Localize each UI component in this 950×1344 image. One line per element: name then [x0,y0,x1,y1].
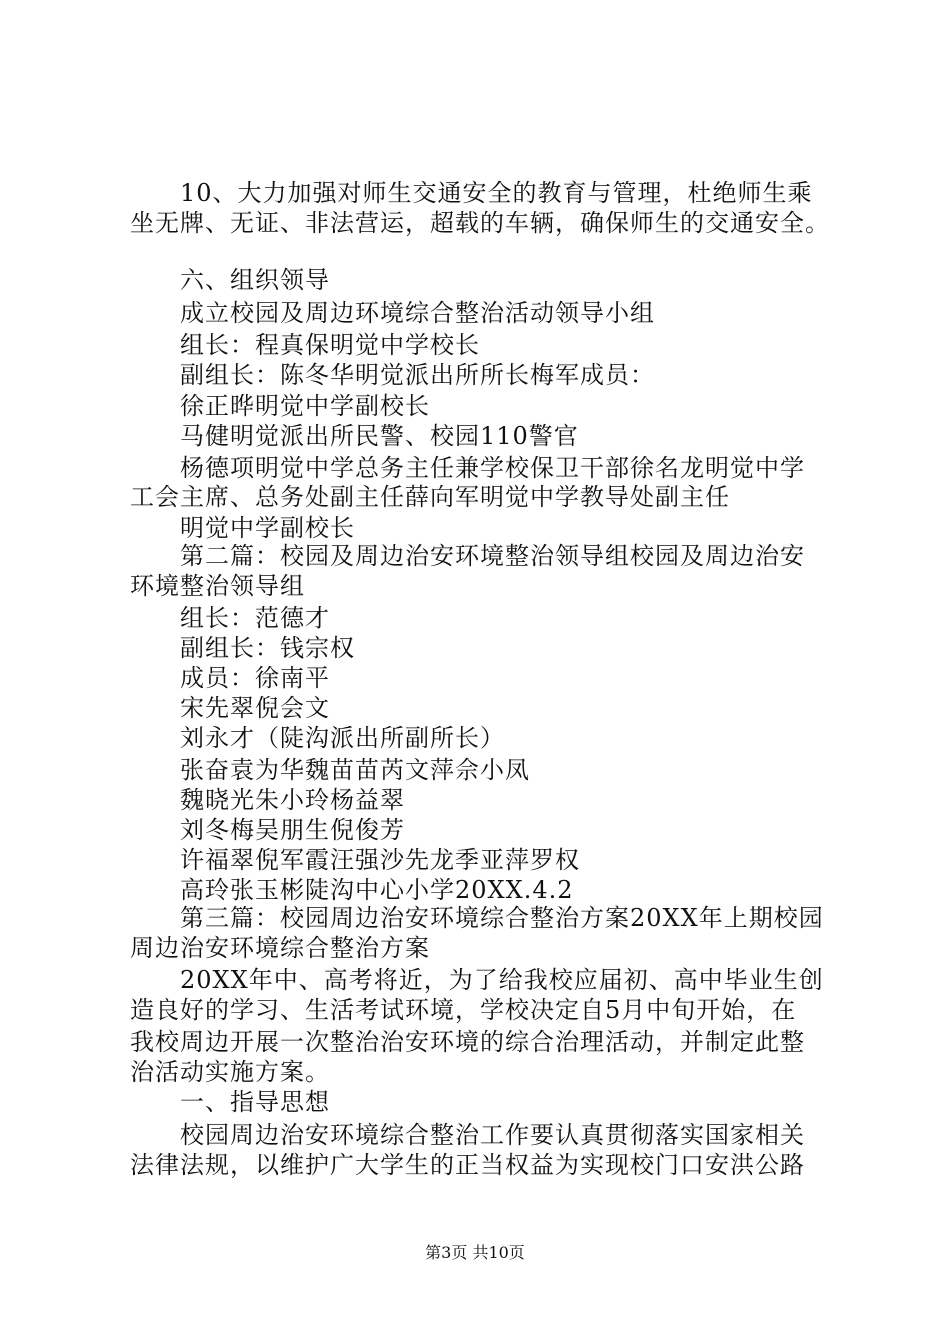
section-heading: 一、指导思想 [180,1088,330,1116]
text-line: 杨德项明觉中学总务主任兼学校保卫干部徐名龙明觉中学 [180,454,805,482]
text-line: 20XX年中、高考将近，为了给我校应届初、高中毕业生创 [180,966,824,994]
text-line: 法律法规，以维护广大学生的正当权益为实现校门口安洪公路 [130,1151,805,1179]
text-line: 坐无牌、无证、非法营运，超载的车辆，确保师生的交通安全。 [130,209,830,237]
text-line: 马健明觉派出所民警、校园110警官 [180,422,579,450]
chapter-heading: 第三篇：校园周边治安环境综合整治方案20XX年上期校园 [180,904,824,932]
text-line: 成员：徐南平 [180,664,330,692]
text-line: 宋先翠倪会文 [180,694,330,722]
text-line: 10、大力加强对师生交通安全的教育与管理，杜绝师生乘 [180,179,813,207]
text-line: 周边治安环境综合整治方案 [130,934,430,962]
text-line: 高玲张玉彬陡沟中心小学20XX.4.2 [180,876,574,904]
text-line: 治活动实施方案。 [130,1058,330,1086]
text-line: 成立校园及周边环境综合整治活动领导小组 [180,299,655,327]
text-line: 魏晓光朱小玲杨益翠 [180,786,405,814]
text-line: 徐正晔明觉中学副校长 [180,392,430,420]
text-line: 我校周边开展一次整治治安环境的综合治理活动，并制定此整 [130,1028,805,1056]
text-line: 刘永才（陡沟派出所副所长） [180,724,505,752]
text-line: 许福翠倪军霞汪强沙先龙季亚萍罗权 [180,846,580,874]
text-line: 刘冬梅吴朋生倪俊芳 [180,816,405,844]
text-line: 环境整治领导组 [130,572,305,600]
text-line: 张奋袁为华魏苗苗芮文萍佘小凤 [180,756,530,784]
text-line: 组长：程真保明觉中学校长 [180,331,480,359]
text-line: 副组长：钱宗权 [180,634,355,662]
section-heading: 六、组织领导 [180,266,330,294]
text-line: 校园周边治安环境综合整治工作要认真贯彻落实国家相关 [180,1121,805,1149]
text-line: 工会主席、总务处副主任薛向军明觉中学教导处副主任 [130,483,730,511]
text-line: 明觉中学副校长 [180,514,355,542]
text-line: 副组长：陈冬华明觉派出所所长梅军成员： [180,361,655,389]
chapter-heading: 第二篇：校园及周边治安环境整治领导组校园及周边治安 [180,542,805,570]
text-line: 造良好的学习、生活考试环境，学校决定自5月中旬开始，在 [130,996,797,1024]
page-footer: 第3页 共10页 [425,1243,525,1262]
text-line: 组长：范德才 [180,604,330,632]
